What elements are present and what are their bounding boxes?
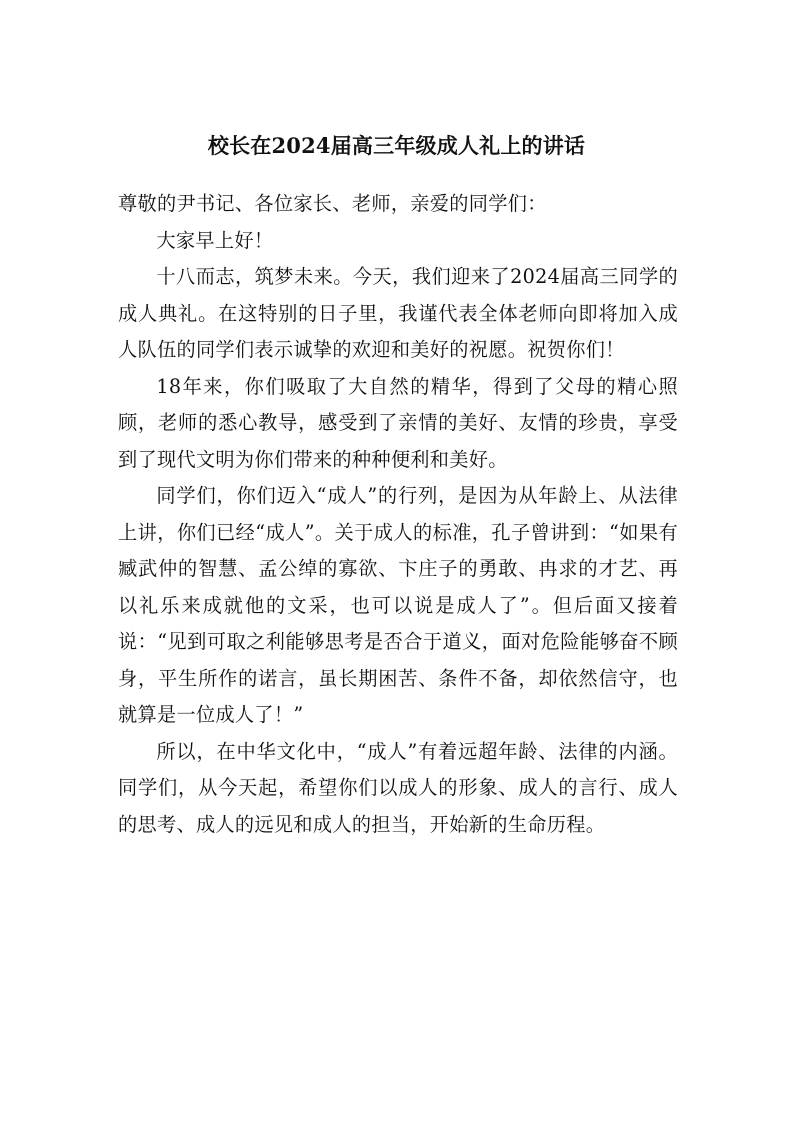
salutation: 尊敬的尹书记、各位家长、老师，亲爱的同学们： [118, 192, 547, 215]
paragraph-eighteen-years: 18年来，你们吸取了大自然的精华，得到了父母的精心照顾，老师的悉心教导，感受到了亲情的美好、友情的珍贵，享受到了现代文明为你们带来的种种便利和美好。 [118, 374, 678, 471]
paragraph-congratulation: 十八而志，筑梦未来。今天，我们迎来了2024届高三同学的成人典礼。在这特别的日子里，我谨代表全体老师向即将加入成人队伍的同学们表示诚挚的欢迎和美好的祝愿。祝贺你们！ [118, 265, 678, 361]
paragraph-adulthood-standard: 同学们，你们迈入“成人”的行列，是因为从年龄上、从法律上讲，你们已经“成人”。关于成人的标准，孔子曾讲到：“如果有臧武仲的智慧、孟公绰的寡欲、卞庄子的勇敢、冉求的才艺、再以礼乐来成就他的文采，也可以说是成人了”。但后面又接着说：“见到可取之利能够思考是否合于道义，面对危险能够奋不顾身，平生所作的诺言，虽长期困苦、条件不备，却依然信守，也就算是一位成人了！” [118, 484, 678, 726]
paragraph-new-journey: 所以，在中华文化中，“成人”有着远超年龄、法律的内涵。同学们，从今天起，希望你们以成人的形象、成人的言行、成人的思考、成人的远见和成人的担当，开始新的生命历程。 [118, 739, 678, 836]
document-title: 校长在2024届高三年级成人礼上的讲话 [207, 133, 586, 158]
speech-body [118, 186, 678, 843]
paragraph-greeting: 大家早上好！ [156, 228, 274, 252]
